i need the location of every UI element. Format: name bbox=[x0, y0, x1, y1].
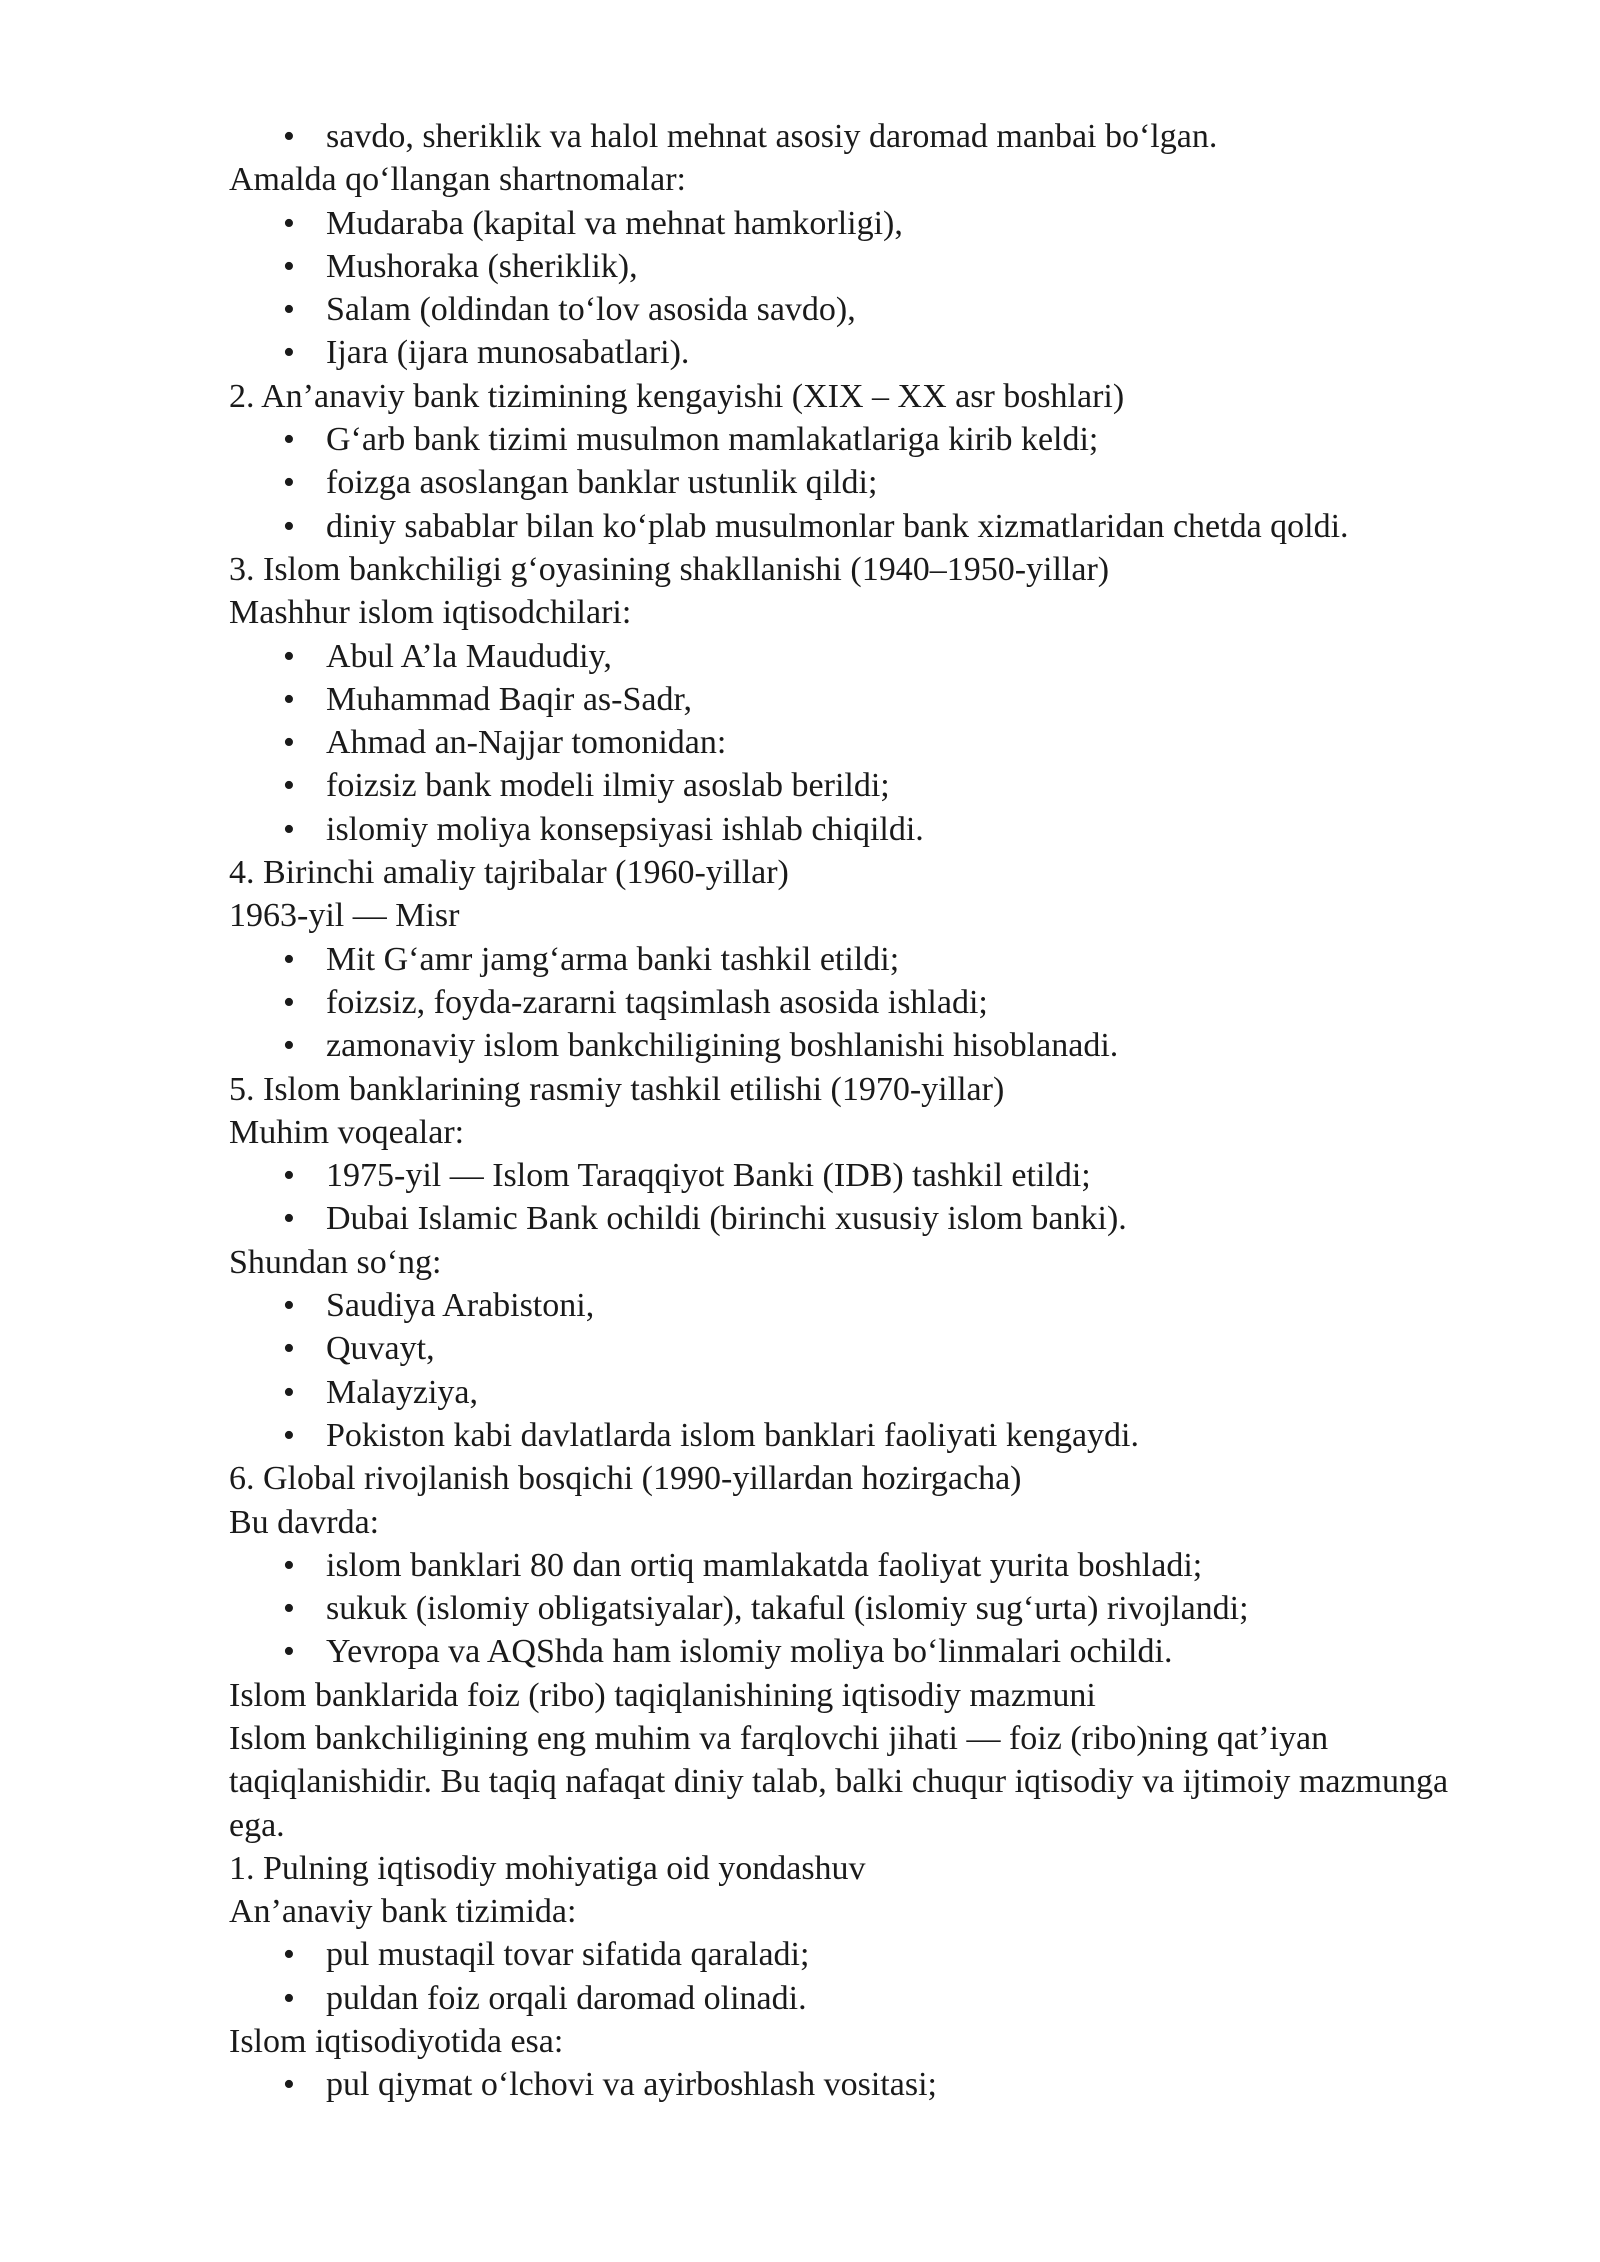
list-item bbox=[229, 678, 1479, 721]
list-item bbox=[229, 1977, 1479, 2020]
bullet-icon: • bbox=[283, 724, 295, 762]
text-line: Muhim voqealar: bbox=[229, 1113, 465, 1151]
list-item bbox=[229, 1933, 1479, 1976]
list-item-text: islom banklari 80 dan ortiq mamlakatda faoliyat yurita boshladi; bbox=[326, 1546, 1203, 1584]
list-item-text: Mudaraba (kapital va mehnat hamkorligi), bbox=[326, 204, 903, 242]
list-item-text: Abul A’la Maududiy, bbox=[326, 637, 612, 675]
list-item bbox=[229, 1587, 1479, 1630]
list-item-text: diniy sabablar bilan ko‘plab musulmonlar bank xizmatlaridan chetda qoldi. bbox=[326, 507, 1349, 545]
list-item-text: islomiy moliya konsepsiyasi ishlab chiqildi. bbox=[326, 810, 924, 848]
bullet-list bbox=[229, 2063, 1479, 2106]
bullet-list bbox=[229, 1284, 1479, 1457]
text-line: Amalda qo‘llangan shartnomalar: bbox=[229, 161, 686, 199]
text-line: Islom iqtisodiyotida esa: bbox=[229, 2023, 564, 2061]
list-item bbox=[229, 1154, 1479, 1197]
bullet-icon: • bbox=[283, 2066, 295, 2104]
list-item-text: sukuk (islomiy obligatsiyalar), takaful (islomiy sug‘urta) rivojlandi; bbox=[326, 1590, 1249, 1628]
bullet-icon: • bbox=[283, 1287, 295, 1325]
bullet-list bbox=[229, 1154, 1479, 1241]
list-item-text: G‘arb bank tizimi musulmon mamlakatlariga kirib keldi; bbox=[326, 421, 1099, 459]
list-item-text: Pokiston kabi davlatlarda islom banklari faoliyati kengaydi. bbox=[326, 1416, 1139, 1454]
list-item bbox=[229, 1327, 1479, 1370]
text-line: 6. Global rivojlanish bosqichi (1990-yillardan hozirgacha) bbox=[229, 1460, 1022, 1498]
text-line: 5. Islom banklarining rasmiy tashkil etilishi (1970-yillar) bbox=[229, 1070, 1005, 1108]
bullet-icon: • bbox=[283, 810, 295, 848]
list-item-text: Saudiya Arabistoni, bbox=[326, 1287, 595, 1325]
paragraph: Islom bankchiligining eng muhim va farqlovchi jihati — foiz (ribo)ning qat’iyan taqiqlanishidir. Bu taqiq nafaqat diniy talab, balki chuqur iqtisodiy va ijtimoiy mazmunga ega. bbox=[229, 1719, 1449, 1844]
bullet-icon: • bbox=[283, 464, 295, 502]
list-item-text: savdo, sheriklik va halol mehnat asosiy daromad manbai bo‘lgan. bbox=[326, 118, 1218, 155]
list-item-text: Ijara (ijara munosabatlari). bbox=[326, 334, 690, 372]
bullet-icon: • bbox=[283, 507, 295, 545]
list-item bbox=[229, 288, 1479, 331]
list-item bbox=[229, 635, 1479, 678]
bullet-icon: • bbox=[283, 247, 295, 285]
list-item bbox=[229, 2063, 1479, 2106]
list-item bbox=[229, 981, 1479, 1024]
list-item bbox=[229, 1024, 1479, 1067]
list-item-text: Mit G‘amr jamg‘arma banki tashkil etildi; bbox=[326, 940, 900, 978]
bullet-icon: • bbox=[283, 637, 295, 675]
bullet-icon: • bbox=[283, 983, 295, 1021]
bullet-icon: • bbox=[283, 680, 295, 718]
list-item-text: Yevropa va AQShda ham islomiy moliya bo‘linmalari ochildi. bbox=[326, 1633, 1173, 1671]
list-item-text: Muhammad Baqir as-Sadr, bbox=[326, 680, 692, 718]
text-line: Islom banklarida foiz (ribo) taqiqlanishining iqtisodiy mazmuni bbox=[229, 1676, 1096, 1714]
bullet-list bbox=[229, 938, 1479, 1068]
list-item bbox=[229, 1544, 1479, 1587]
list-item bbox=[229, 764, 1479, 807]
text-line: An’anaviy bank tizimida: bbox=[229, 1893, 577, 1931]
bullet-icon: • bbox=[283, 1200, 295, 1238]
list-item bbox=[229, 461, 1479, 504]
list-item bbox=[229, 331, 1479, 374]
text-line: 3. Islom bankchiligi g‘oyasining shakllanishi (1940–1950-yillar) bbox=[229, 550, 1110, 588]
bullet-list bbox=[229, 418, 1479, 548]
list-item-text: Mushoraka (sheriklik), bbox=[326, 247, 638, 285]
bullet-icon: • bbox=[283, 1936, 295, 1974]
list-item bbox=[229, 1630, 1479, 1673]
list-item bbox=[229, 202, 1479, 245]
list-item-text: foizsiz bank modeli ilmiy asoslab berildi; bbox=[326, 767, 890, 805]
bullet-icon: • bbox=[283, 204, 295, 242]
bullet-icon: • bbox=[283, 1590, 295, 1628]
list-item-text: puldan foiz orqali daromad olinadi. bbox=[326, 1979, 807, 2017]
bullet-icon: • bbox=[283, 1979, 295, 2017]
bullet-icon: • bbox=[283, 1546, 295, 1584]
list-item-text: pul mustaqil tovar sifatida qaraladi; bbox=[326, 1936, 810, 1974]
text-line: 4. Birinchi amaliy tajribalar (1960-yillar) bbox=[229, 854, 789, 892]
list-item bbox=[229, 938, 1479, 981]
text-line: Bu davrda: bbox=[229, 1503, 380, 1541]
list-item bbox=[229, 1197, 1479, 1240]
bullet-list bbox=[229, 1544, 1479, 1674]
list-item bbox=[229, 1284, 1479, 1327]
bullet-list bbox=[229, 635, 1479, 851]
list-item bbox=[229, 505, 1479, 548]
list-item bbox=[229, 1414, 1479, 1457]
list-item-text: foizsiz, foyda-zararni taqsimlash asosida ishladi; bbox=[326, 983, 988, 1021]
text-line: Mashhur islom iqtisodchilari: bbox=[229, 594, 632, 632]
bullet-list bbox=[229, 1933, 1479, 2020]
bullet-icon: • bbox=[283, 1633, 295, 1671]
bullet-list bbox=[229, 202, 1479, 375]
list-item-text: zamonaviy islom bankchiligining boshlanishi hisoblanadi. bbox=[326, 1027, 1119, 1065]
list-item bbox=[229, 418, 1479, 461]
text-line: 2. An’anaviy bank tizimining kengayishi (XIX – XX asr boshlari) bbox=[229, 377, 1125, 415]
bullet-icon: • bbox=[283, 1373, 295, 1411]
list-item-text: 1975-yil — Islom Taraqqiyot Banki (IDB) tashkil etildi; bbox=[326, 1157, 1091, 1195]
bullet-icon: • bbox=[283, 334, 295, 372]
list-item-text: pul qiymat o‘lchovi va ayirboshlash vositasi; bbox=[326, 2066, 937, 2104]
list-item-text: foizga asoslangan banklar ustunlik qildi; bbox=[326, 464, 878, 502]
bullet-icon: • bbox=[283, 1027, 295, 1065]
list-item-text: Dubai Islamic Bank ochildi (birinchi xususiy islom banki). bbox=[326, 1200, 1127, 1238]
list-item-text: Ahmad an-Najjar tomonidan: bbox=[326, 724, 727, 762]
bullet-icon: • bbox=[283, 940, 295, 978]
bullet-icon: • bbox=[283, 1330, 295, 1368]
bullet-icon: • bbox=[283, 767, 295, 805]
text-line: 1963-yil — Misr bbox=[229, 897, 460, 935]
list-item bbox=[229, 808, 1479, 851]
list-item bbox=[229, 245, 1479, 288]
bullet-icon: • bbox=[283, 1416, 295, 1454]
list-item-text: Malayziya, bbox=[326, 1373, 478, 1411]
bullet-icon: • bbox=[283, 291, 295, 329]
bullet-icon: • bbox=[283, 118, 295, 155]
list-item bbox=[229, 115, 1479, 158]
bullet-icon: • bbox=[283, 1157, 295, 1195]
text-line: 1. Pulning iqtisodiy mohiyatiga oid yondashuv bbox=[229, 1849, 866, 1887]
list-item-text: Quvayt, bbox=[326, 1330, 435, 1368]
bullet-list bbox=[229, 115, 1479, 158]
list-item bbox=[229, 721, 1479, 764]
list-item-text: Salam (oldindan to‘lov asosida savdo), bbox=[326, 291, 856, 329]
list-item bbox=[229, 1371, 1479, 1414]
document-body bbox=[229, 115, 1479, 2107]
text-line: Shundan so‘ng: bbox=[229, 1243, 442, 1281]
bullet-icon: • bbox=[283, 421, 295, 459]
